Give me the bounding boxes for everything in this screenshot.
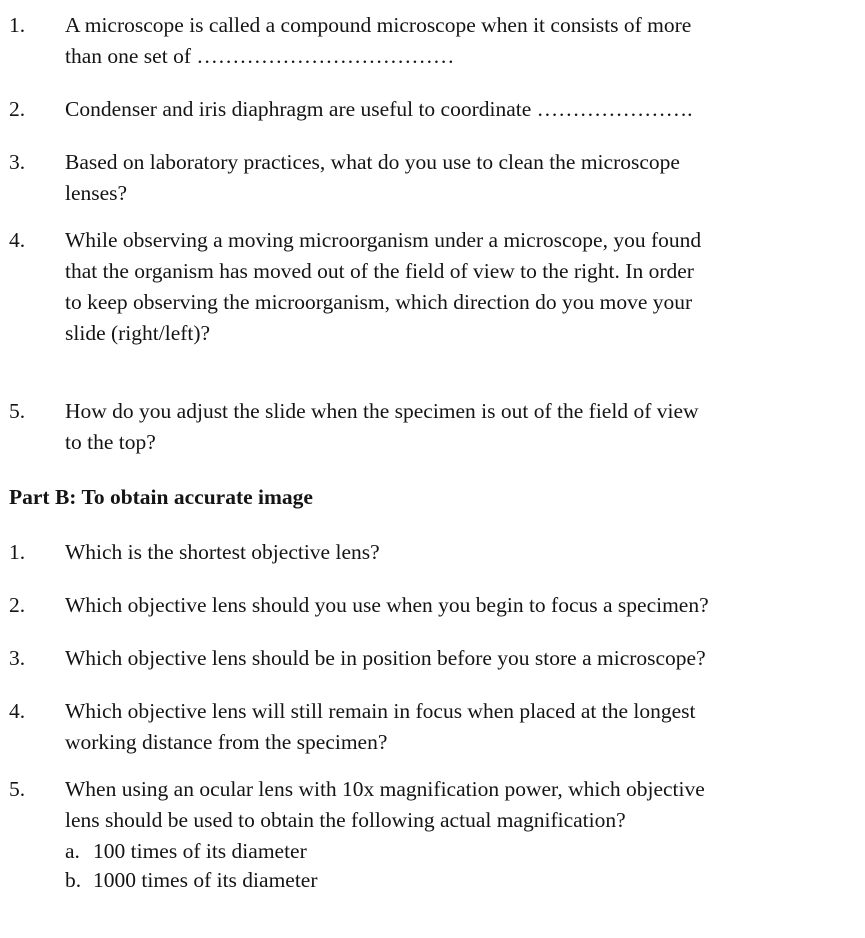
question-text <box>65 537 800 568</box>
question-number: 2. <box>9 97 26 121</box>
question-b4 <box>8 696 853 758</box>
question-b1 <box>8 537 853 568</box>
question-b3 <box>8 643 853 674</box>
question-line: Based on laboratory practices, what do you use to clean the microscope <box>65 150 680 174</box>
spacer <box>8 458 853 482</box>
option-item-b <box>65 866 800 895</box>
question-text <box>65 10 800 72</box>
question-b2 <box>8 590 853 621</box>
spacer <box>8 674 853 696</box>
spacer <box>8 209 853 225</box>
question-line: Which objective lens should you use when you begin to focus a specimen? <box>65 593 709 617</box>
question-line: that the organism has moved out of the field of view to the right. In order <box>65 259 694 283</box>
question-a4 <box>8 225 853 349</box>
question-line: A microscope is called a compound microscope when it consists of more <box>65 13 692 37</box>
spacer <box>8 568 853 590</box>
option-item-a <box>65 837 800 866</box>
question-a5 <box>8 396 853 458</box>
question-text <box>65 396 800 458</box>
option-text: 1000 times of its diameter <box>93 868 318 892</box>
spacer <box>8 513 853 537</box>
option-list <box>65 837 800 895</box>
option-letter: a. <box>65 839 80 863</box>
question-number: 4. <box>9 228 26 252</box>
question-a3 <box>8 147 853 209</box>
question-number: 5. <box>9 399 26 423</box>
question-line: When using an ocular lens with 10x magnification power, which objective <box>65 777 705 801</box>
question-line: working distance from the specimen? <box>65 730 388 754</box>
question-line: How do you adjust the slide when the specimen is out of the field of view <box>65 399 699 423</box>
question-text <box>65 774 800 895</box>
question-text <box>65 147 800 209</box>
question-number: 3. <box>9 150 26 174</box>
question-line: Condenser and iris diaphragm are useful to coordinate …………………. <box>65 97 693 121</box>
spacer <box>8 758 853 774</box>
question-line: lens should be used to obtain the following actual magnification? <box>65 808 626 832</box>
question-number: 5. <box>9 777 26 801</box>
question-number: 1. <box>9 13 26 37</box>
part-b-heading: Part B: To obtain accurate image <box>9 485 313 509</box>
question-line: lenses? <box>65 181 128 205</box>
spacer <box>8 621 853 643</box>
question-line: While observing a moving microorganism under a microscope, you found <box>65 228 702 252</box>
question-number: 4. <box>9 699 26 723</box>
option-letter: b. <box>65 868 82 892</box>
option-text: 100 times of its diameter <box>93 839 307 863</box>
question-text <box>65 643 800 674</box>
question-line: slide (right/left)? <box>65 321 211 345</box>
question-number: 1. <box>9 540 26 564</box>
question-text <box>65 696 800 758</box>
spacer <box>8 349 853 396</box>
question-a1 <box>8 10 853 72</box>
question-number: 3. <box>9 646 26 670</box>
question-line: Which objective lens will still remain in focus when placed at the longest <box>65 699 696 723</box>
question-line: Which objective lens should be in position before you store a microscope? <box>65 646 706 670</box>
question-a2 <box>8 94 853 125</box>
spacer <box>8 72 853 94</box>
question-line: to keep observing the microorganism, which direction do you move your <box>65 290 693 314</box>
question-line: than one set of ……………………………… <box>65 44 455 68</box>
spacer <box>8 125 853 147</box>
question-number: 2. <box>9 593 26 617</box>
question-text <box>65 590 800 621</box>
question-text <box>65 225 800 349</box>
question-b5 <box>8 774 853 895</box>
question-text <box>65 94 800 125</box>
question-line: Which is the shortest objective lens? <box>65 540 380 564</box>
question-line: to the top? <box>65 430 156 454</box>
